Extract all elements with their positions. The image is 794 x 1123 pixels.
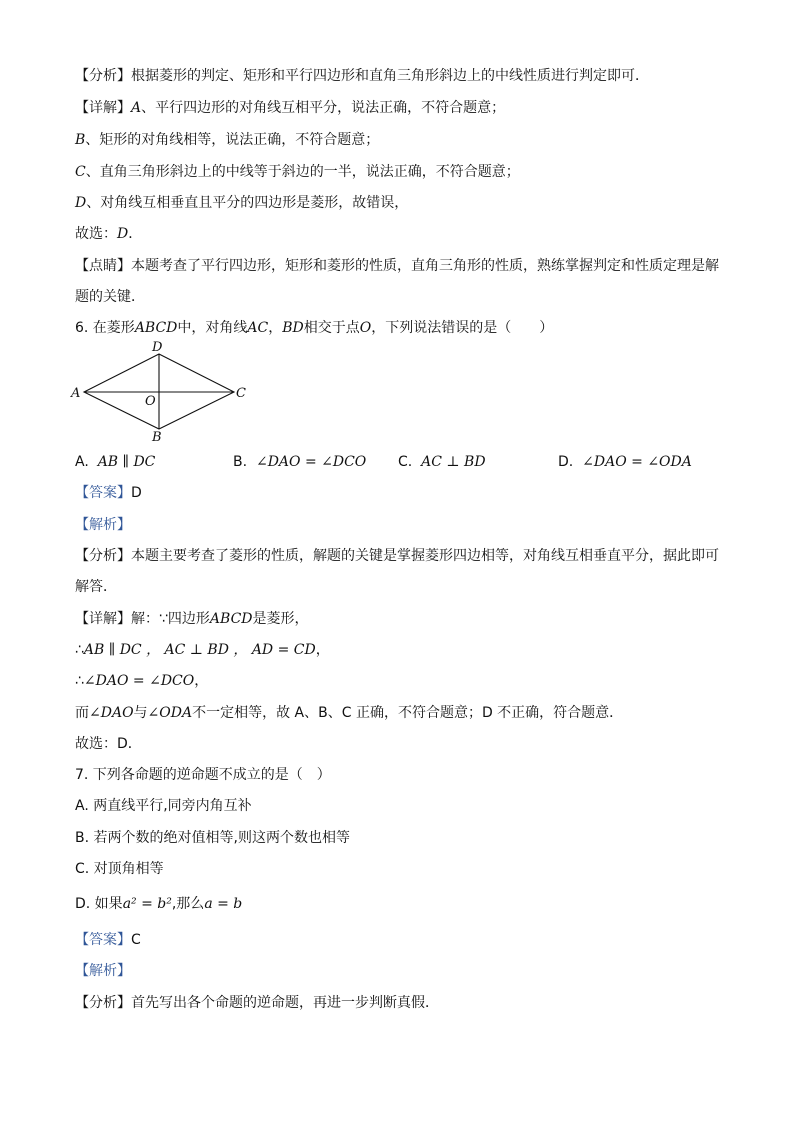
q6-option-b[interactable] [233, 453, 366, 471]
stem-math: ABCD [134, 320, 178, 336]
conclusion-text: 不一定相等，故 A、B、C 正确，不符合题意；D 不正确，符合题意． [192, 705, 624, 721]
q7-option-d[interactable] [75, 895, 242, 913]
stem-math: O [359, 320, 372, 336]
q7-analysis: 【分析】首先写出各个命题的逆命题，再进一步判断真假． [75, 995, 439, 1011]
q6-stem [75, 319, 553, 337]
detail-text: 、对角线互相垂直且平分的四边形是菱形，故错误， [86, 195, 409, 211]
q6-answer [75, 484, 142, 502]
option-letter: C [75, 164, 86, 180]
option-letter: B. [233, 454, 248, 470]
q6-analysis-label: 【解析】 [75, 517, 131, 533]
option-math: AB ∥ DC [97, 454, 156, 470]
q5-detail-d [75, 194, 408, 212]
therefore-end: ， [194, 673, 209, 689]
vertex-label-b: B [152, 430, 162, 444]
option-math: a = b [204, 896, 243, 912]
detail-text: 【详解】解：∵四边形 [75, 611, 210, 627]
choose-answer: D [117, 226, 129, 242]
answer-label: 【答案】 [75, 485, 131, 501]
option-letter: D [75, 195, 87, 211]
q7-stem: 7. 下列各命题的逆命题不成立的是（ ） [75, 767, 331, 783]
center-label-o: O [145, 394, 156, 409]
q6-analysis-line2: 解答． [75, 579, 117, 595]
detail-text: 、直角三角形斜边上的中线等于斜边的一半，说法正确，不符合题意； [85, 164, 520, 180]
q6-therefore-2 [75, 672, 208, 690]
choose-label: 故选： [75, 226, 117, 242]
therefore-math: ∠DAO = ∠DCO [83, 673, 195, 689]
option-letter: D. [558, 454, 574, 470]
rhombus-figure [68, 338, 258, 444]
detail-math: ABCD [209, 611, 253, 627]
q6-analysis-line1: 【分析】本题主要考查了菱形的性质，解题的关键是掌握菱形四边相等，对角线互相垂直平分，据此即可 [75, 548, 719, 564]
option-text: ,那么 [171, 896, 205, 912]
q5-analysis: 【分析】根据菱形的判定、矩形和平行四边形和直角三角形斜边上的中线性质进行判定即可． [75, 68, 649, 84]
vertex-label-a: A [71, 386, 81, 401]
q6-option-d[interactable] [558, 453, 692, 471]
conclusion-text: 而 [75, 705, 89, 721]
conclusion-text: 与 [133, 705, 148, 721]
q5-detail-b [75, 131, 379, 149]
q7-option-b[interactable]: B. 若两个数的绝对值相等,则这两个数也相等 [75, 830, 350, 846]
q7-analysis-label: 【解析】 [75, 963, 131, 979]
q6-option-a[interactable] [75, 453, 155, 471]
stem-text: 相交于点 [303, 320, 360, 336]
q7-option-a[interactable]: A. 两直线平行,同旁内角互补 [75, 798, 252, 814]
therefore-math: AB ∥ DC ， AC ⊥ BD ， AD = CD [83, 642, 316, 658]
q6-conclusion [75, 704, 623, 722]
option-letter: A. [75, 454, 89, 470]
q6-therefore-1 [75, 641, 330, 659]
option-letter: A [131, 100, 142, 116]
conclusion-math: ∠ODA [147, 705, 193, 721]
vertex-label-c: C [236, 386, 246, 401]
answer-value: D [131, 485, 142, 501]
q6-detail [75, 610, 309, 628]
stem-math: BD [282, 320, 304, 336]
therefore-symbol: ∴ [75, 673, 84, 689]
detail-text: 是菱形， [252, 611, 309, 627]
conclusion-math: ∠DAO [89, 705, 134, 721]
q5-comment-line2: 题的关键． [75, 289, 145, 305]
q5-detail-c [75, 163, 520, 181]
stem-text: 中，对角线 [177, 320, 248, 336]
detail-label: 【详解】 [75, 100, 131, 116]
answer-value: C [131, 932, 141, 948]
answer-label: 【答案】 [75, 932, 131, 948]
option-math: ∠DAO = ∠DCO [255, 454, 367, 470]
q7-option-c[interactable]: C. 对顶角相等 [75, 861, 164, 877]
therefore-end: ， [315, 642, 330, 658]
q6-choose: 故选：D． [75, 736, 142, 752]
vertex-label-d: D [152, 340, 163, 355]
option-text: D. 如果 [75, 896, 123, 912]
therefore-symbol: ∴ [75, 642, 84, 658]
q7-answer [75, 931, 141, 949]
q5-detail-a [75, 99, 505, 117]
stem-text: 6. 在菱形 [75, 320, 135, 336]
choose-end: ． [128, 226, 143, 242]
detail-text: 、平行四边形的对角线互相平分，说法正确，不符合题意； [141, 100, 506, 116]
option-math: AC ⊥ BD [421, 454, 486, 470]
option-math: a² = b² [122, 896, 172, 912]
detail-text: 、矩形的对角线相等，说法正确，不符合题意； [85, 132, 380, 148]
stem-text: ， [268, 320, 283, 336]
option-math: ∠DAO = ∠ODA [582, 454, 692, 470]
q6-option-c[interactable] [398, 453, 486, 471]
q5-choose [75, 225, 142, 243]
q5-comment-line1: 【点睛】本题考查了平行四边形，矩形和菱形的性质，直角三角形的性质，熟练掌握判定和性质定理是解 [75, 258, 719, 274]
stem-text: ，下列说法错误的是（ ） [371, 320, 554, 336]
stem-math: AC [247, 320, 269, 336]
option-letter: C. [398, 454, 413, 470]
option-letter: B [75, 132, 86, 148]
